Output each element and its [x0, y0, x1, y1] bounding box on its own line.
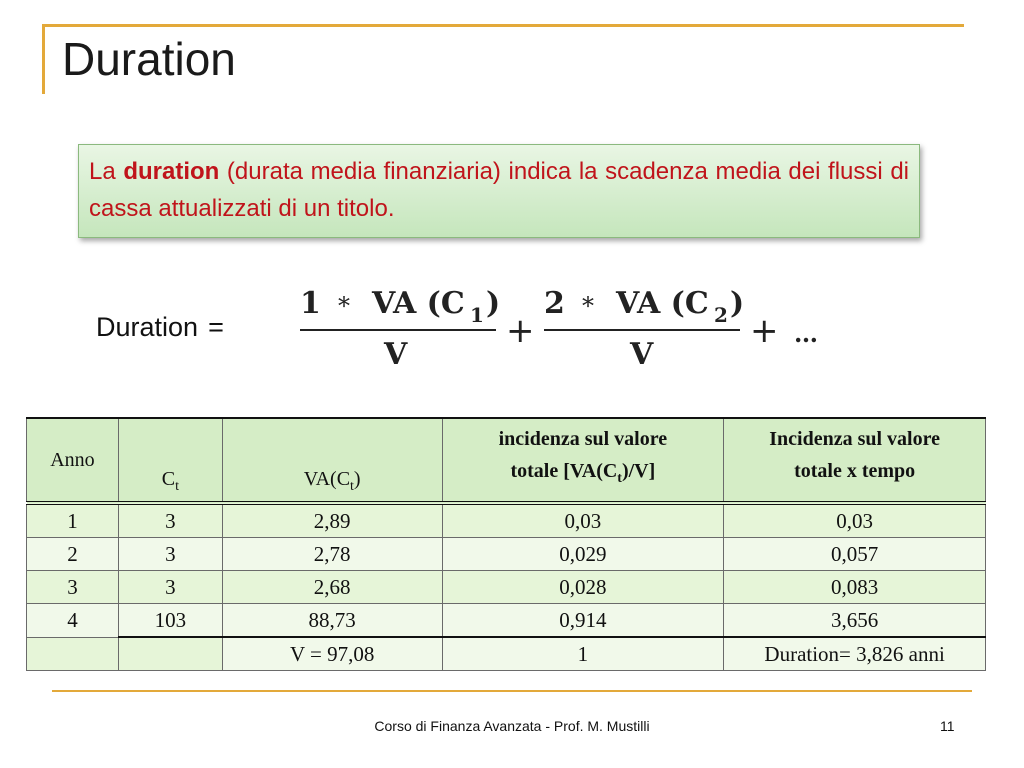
cell-blank [118, 637, 222, 671]
term1-coef: 1 [300, 286, 321, 321]
table-row [27, 571, 986, 604]
formula-equals: = [208, 312, 224, 342]
table-row [27, 503, 986, 538]
header-incidenza-line1: incidenza sul valore [498, 428, 668, 450]
header-incidenza-line2-sub: t [617, 471, 622, 486]
title-left-rule [42, 24, 45, 94]
plus-sign-1: + [506, 311, 535, 351]
duration-table-wrapper [26, 417, 986, 671]
cell-va: 2,89 [222, 503, 442, 538]
definition-box [78, 144, 920, 238]
term1-close: ) [486, 286, 501, 321]
cell-incidenza: 0,914 [442, 604, 724, 638]
cell-incidenza-tempo: 0,03 [724, 503, 986, 538]
cell-anno: 1 [27, 503, 119, 538]
definition-term: duration [123, 158, 220, 185]
cell-ct: 3 [118, 571, 222, 604]
term2-close: ) [730, 286, 745, 321]
formula-label-text: Duration [96, 312, 199, 342]
header-incidenza [442, 418, 724, 503]
table-row [27, 604, 986, 638]
cell-anno: 4 [27, 604, 119, 638]
duration-table [26, 417, 986, 671]
definition-prefix: La [89, 158, 116, 185]
header-ct-main: C [161, 468, 176, 490]
term2-den: V [630, 337, 654, 372]
cell-va: 2,78 [222, 538, 442, 571]
table-total-row [27, 637, 986, 671]
header-va-pre: VA(C [303, 468, 351, 490]
footer-rule [52, 690, 972, 692]
header-va-post: ) [353, 468, 361, 490]
term1-den: V [384, 337, 408, 372]
cell-incidenza: 0,03 [442, 503, 724, 538]
footer-course: Corso di Finanza Avanzata - Prof. M. Mustilli [374, 718, 650, 734]
cell-anno: 2 [27, 538, 119, 571]
header-incidenza-line2-pre: totale [VA(C [510, 460, 618, 482]
duration-formula [296, 280, 836, 380]
cell-incidenza-tempo: 3,656 [724, 604, 986, 638]
formula-ellipsis: … [794, 319, 818, 348]
term1-sub: 1 [470, 303, 484, 327]
term2-coef: 2 [544, 286, 565, 321]
cell-ct: 3 [118, 503, 222, 538]
term2-sub: 2 [714, 303, 728, 327]
cell-total-va: V = 97,08 [222, 637, 442, 671]
slide-title: Duration [62, 33, 236, 85]
cell-ct: 103 [118, 604, 222, 638]
header-ct-sub: t [175, 479, 179, 494]
formula-label [96, 312, 224, 343]
term1-va: VA (C [372, 286, 465, 321]
cell-incidenza: 0,028 [442, 571, 724, 604]
cell-va: 88,73 [222, 604, 442, 638]
cell-anno: 3 [27, 571, 119, 604]
header-anno: Anno [27, 418, 119, 503]
cell-incidenza-tempo: 0,057 [724, 538, 986, 571]
term2-op: * [582, 292, 594, 320]
formula-svg [296, 280, 836, 380]
cell-total-duration: Duration= 3,826 anni [724, 637, 986, 671]
cell-incidenza-tempo: 0,083 [724, 571, 986, 604]
cell-blank [27, 637, 119, 671]
table-header-row [27, 418, 986, 503]
header-incidenza-line2-post: )/V] [621, 460, 656, 482]
term1-op: * [338, 292, 350, 320]
table-row [27, 538, 986, 571]
plus-sign-2: + [750, 311, 779, 351]
title-top-rule [42, 24, 964, 27]
header-incidenza-line2 [443, 455, 724, 495]
header-incidenza-tempo [724, 418, 986, 503]
definition-text: (durata media finanziaria) indica la scadenza media dei flussi di cassa attualizzati di un titolo. [89, 158, 910, 222]
header-va-sub: t [350, 479, 354, 494]
header-incidenza-tempo-line1: Incidenza sul valore [769, 428, 940, 450]
term2-va: VA (C [616, 286, 709, 321]
cell-va: 2,68 [222, 571, 442, 604]
header-va [222, 418, 442, 503]
cell-ct: 3 [118, 538, 222, 571]
cell-incidenza: 0,029 [442, 538, 724, 571]
header-ct [118, 418, 222, 503]
page-number: 11 [940, 718, 955, 734]
cell-total-incidenza: 1 [442, 637, 724, 671]
header-incidenza-tempo-line2: totale x tempo [794, 460, 916, 482]
